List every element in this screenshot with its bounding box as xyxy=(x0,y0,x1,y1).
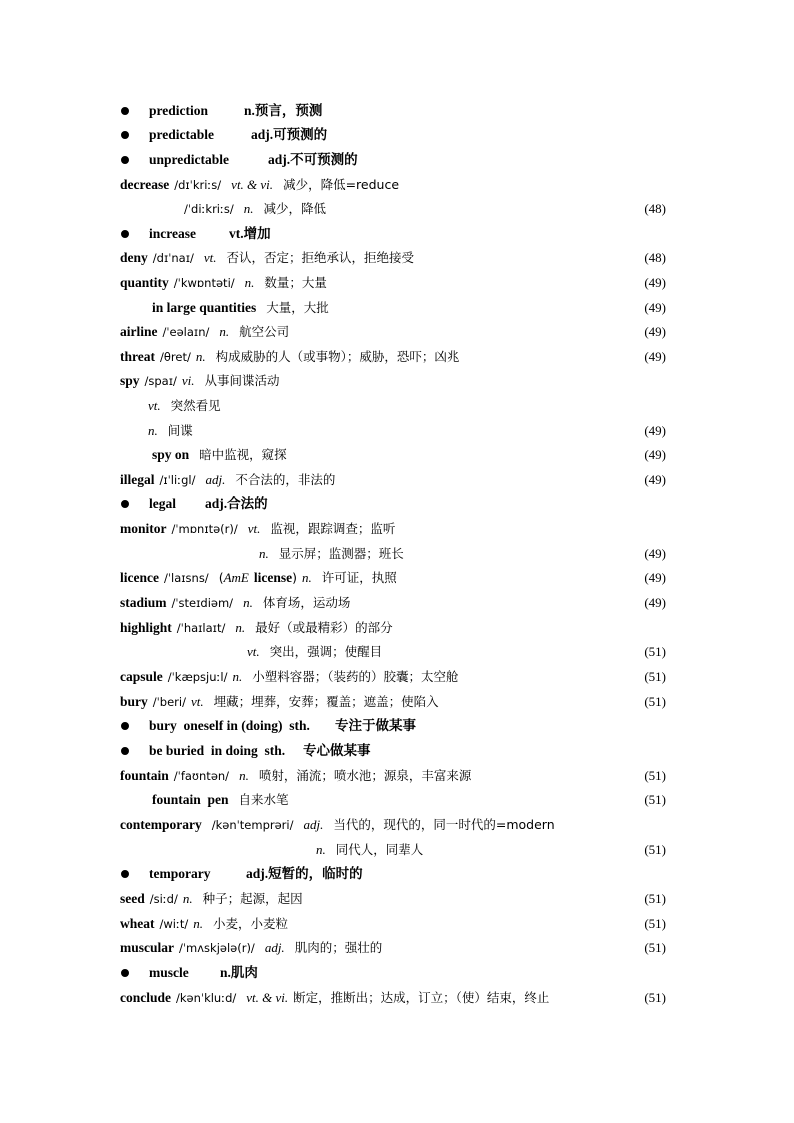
word: temporary xyxy=(149,866,211,881)
gloss: 不合法的，非法的 xyxy=(235,472,336,487)
vocab-line xyxy=(0,173,794,197)
page-ref: (49) xyxy=(644,275,666,290)
vocab-line xyxy=(0,222,794,246)
headword: wheat xyxy=(120,916,155,931)
gloss: 否认，否定；拒绝承认，拒绝接受 xyxy=(226,250,415,265)
meaning: 专注于做某事 xyxy=(335,718,416,733)
vocab-line xyxy=(0,616,794,640)
meaning: n.肌肉 xyxy=(220,965,258,980)
vocab-line xyxy=(0,887,794,911)
bullet-icon xyxy=(121,156,129,164)
gloss: 喷射，涌流；喷水池；源泉，丰富来源 xyxy=(258,768,472,783)
pos: n. xyxy=(239,768,249,783)
vocab-line xyxy=(0,936,794,960)
word: bury oneself in (doing) sth. xyxy=(149,718,310,733)
gloss: 构成威胁的人（或事物）；威胁，恐吓；凶兆 xyxy=(215,349,460,364)
vocab-line xyxy=(0,468,794,492)
page-ref: (51) xyxy=(644,842,666,857)
pos: n. xyxy=(243,201,254,216)
pos: vt. xyxy=(148,398,161,413)
page-ref: (49) xyxy=(644,447,666,462)
vocab-line xyxy=(0,961,794,985)
bullet-icon xyxy=(121,870,129,878)
pos: adj. xyxy=(205,472,226,487)
pos: n. xyxy=(235,620,246,635)
meaning: 专心做某事 xyxy=(303,743,371,758)
page-ref: (51) xyxy=(644,792,666,807)
word: legal xyxy=(149,496,176,511)
gloss: 从事间谍活动 xyxy=(204,373,280,388)
vocab-line xyxy=(0,296,794,320)
ipa: /ˈmʌskjələ(r)/ xyxy=(179,941,255,955)
ipa: /ˈdiːkriːs/ xyxy=(184,202,234,216)
page-ref: (48) xyxy=(644,250,666,265)
meaning: adj.不可预测的 xyxy=(268,152,358,167)
ipa: /ɪˈliːgl/ xyxy=(159,473,196,487)
pos: adj. xyxy=(264,940,285,955)
gloss: 暗中监视，窥探 xyxy=(199,447,287,462)
gloss: 监视，跟踪调查；监听 xyxy=(270,521,396,536)
bullet-icon xyxy=(121,722,129,730)
ipa: /θret/ xyxy=(160,350,191,364)
pos: n. xyxy=(148,423,158,438)
vocab-line xyxy=(0,197,794,221)
vocab-line xyxy=(0,246,794,270)
pos: vt. xyxy=(203,250,217,265)
headword: bury xyxy=(120,694,148,709)
vocab-line xyxy=(0,517,794,541)
page-ref: (49) xyxy=(644,472,666,487)
gloss: 断定，推断出；达成，订立；（使）结束，终止 xyxy=(293,990,550,1005)
vocab-line xyxy=(0,345,794,369)
pos: vt. & vi. xyxy=(231,177,274,192)
vocab-line xyxy=(0,690,794,714)
vocab-line xyxy=(0,99,794,123)
ipa: /ˈhaɪlaɪt/ xyxy=(176,621,226,635)
meaning: n.预言，预测 xyxy=(244,103,323,118)
page-ref: (49) xyxy=(644,595,666,610)
headword: illegal xyxy=(120,472,155,487)
vocab-line xyxy=(0,591,794,615)
pos: adj. xyxy=(303,817,324,832)
gloss: 最好（或最精彩）的部分 xyxy=(255,620,393,635)
ipa: /ˈeəlaɪn/ xyxy=(162,325,210,339)
page-ref: (51) xyxy=(644,644,666,659)
page-ref: (51) xyxy=(644,891,666,906)
pos: n. xyxy=(219,324,230,339)
pos: n. xyxy=(244,275,255,290)
bullet-icon xyxy=(121,500,129,508)
page-ref: (49) xyxy=(644,423,666,438)
bullet-icon xyxy=(121,131,129,139)
gloss: 减少，降低 xyxy=(263,201,326,216)
pos: n. xyxy=(302,570,312,585)
word: increase xyxy=(149,226,196,241)
gloss: 减少，降低=reduce xyxy=(283,177,400,192)
headword: seed xyxy=(120,891,145,906)
gloss: 种子；起源，起因 xyxy=(202,891,303,906)
headword: highlight xyxy=(120,620,172,635)
pos: vt. xyxy=(247,521,261,536)
headword: spy xyxy=(120,373,140,388)
vocab-line xyxy=(0,394,794,418)
word: be buried in doing sth. xyxy=(149,743,286,758)
headword: capsule xyxy=(120,669,163,684)
pos: vt. & vi. xyxy=(246,990,289,1005)
word: prediction xyxy=(149,103,209,118)
ipa: /ˈmɒnɪtə(r)/ xyxy=(171,522,238,536)
gloss: 埋藏；埋葬，安葬；覆盖；遮盖；使陷入 xyxy=(213,694,439,709)
headword: decrease xyxy=(120,177,170,192)
word: unpredictable xyxy=(149,152,230,167)
ipa: /ˈberi/ xyxy=(152,695,186,709)
pos: n. xyxy=(195,349,206,364)
headword: fountain xyxy=(120,768,169,783)
vocab-line xyxy=(0,813,794,837)
vocab-line xyxy=(0,123,794,147)
gloss: 间谍 xyxy=(167,423,193,438)
headword: quantity xyxy=(120,275,169,290)
word: predictable xyxy=(149,127,214,142)
vocab-line xyxy=(0,862,794,886)
vocab-line xyxy=(0,788,794,812)
ipa: /dɪˈnaɪ/ xyxy=(152,251,194,265)
gloss: 航空公司 xyxy=(239,324,290,339)
ipa: /ˈfaʊntən/ xyxy=(173,769,230,783)
gloss: 体育场，运动场 xyxy=(262,595,351,610)
page-ref: (51) xyxy=(644,940,666,955)
vocab-line xyxy=(0,838,794,862)
page-ref: (51) xyxy=(644,990,666,1005)
vocab-line xyxy=(0,739,794,763)
vocab-line xyxy=(0,148,794,172)
page-ref: (49) xyxy=(644,349,666,364)
ipa: /dɪˈkriːs/ xyxy=(174,178,222,192)
headword: contemporary xyxy=(120,817,202,832)
headword: airline xyxy=(120,324,158,339)
gloss: 自来水笔 xyxy=(238,792,289,807)
headword: stadium xyxy=(120,595,167,610)
gloss: 数量；大量 xyxy=(264,275,327,290)
ipa: /ˈsteɪdiəm/ xyxy=(171,596,234,610)
vocab-line xyxy=(0,369,794,393)
meaning: adj.可预测的 xyxy=(251,127,328,142)
ipa: /siːd/ xyxy=(149,892,178,906)
meaning: adj.合法的 xyxy=(205,496,268,511)
pos: n. xyxy=(232,669,243,684)
pos: n. xyxy=(243,595,253,610)
gloss: 当代的，现代的，同一时代的=modern xyxy=(333,817,555,832)
page-ref: (51) xyxy=(644,694,666,709)
phrase: fountain pen xyxy=(152,792,229,807)
bullet-icon xyxy=(121,107,129,115)
alt-word: license xyxy=(253,570,293,585)
paren-close: ) xyxy=(292,570,297,585)
pos: n. xyxy=(259,546,269,561)
vocab-line xyxy=(0,764,794,788)
phrase: spy on xyxy=(152,447,190,462)
ipa: /kənˈkluːd/ xyxy=(176,991,237,1005)
vocab-line xyxy=(0,271,794,295)
vocab-line xyxy=(0,665,794,689)
meaning: adj.短暂的，临时的 xyxy=(246,866,363,881)
page-ref: (51) xyxy=(644,768,666,783)
vocab-line xyxy=(0,443,794,467)
headword: monitor xyxy=(120,521,167,536)
gloss: 肌肉的；强壮的 xyxy=(294,940,383,955)
gloss: 大量，大批 xyxy=(266,300,329,315)
page-ref: (49) xyxy=(644,570,666,585)
bullet-icon xyxy=(121,747,129,755)
page-ref: (49) xyxy=(644,546,666,561)
pos: vt. xyxy=(190,694,204,709)
page-ref: (49) xyxy=(644,324,666,339)
phrase: in large quantities xyxy=(152,300,257,315)
pos: vi. xyxy=(181,373,195,388)
page-ref: (51) xyxy=(644,669,666,684)
gloss: 突出，强调；使醒目 xyxy=(269,644,383,659)
alt-label: AmE xyxy=(223,570,249,585)
ipa: /ˈkæpsjuːl/ xyxy=(167,670,228,684)
ipa: /ˈkwɒntəti/ xyxy=(173,276,235,290)
page-ref: (49) xyxy=(644,300,666,315)
pos: n. xyxy=(193,916,203,931)
page-ref: (51) xyxy=(644,916,666,931)
vocab-line xyxy=(0,566,794,590)
headword: muscular xyxy=(120,940,174,955)
headword: threat xyxy=(120,349,155,364)
word: muscle xyxy=(149,965,189,980)
vocab-line xyxy=(0,640,794,664)
ipa: /wiːt/ xyxy=(159,917,189,931)
gloss: 小麦，小麦粒 xyxy=(212,916,288,931)
gloss: 小塑料容器；（装药的）胶囊；太空舱 xyxy=(252,669,459,684)
vocab-line xyxy=(0,542,794,566)
pos: n. xyxy=(316,842,326,857)
ipa: /spaɪ/ xyxy=(144,374,177,388)
vocab-line xyxy=(0,492,794,516)
pos: vt. xyxy=(247,644,260,659)
headword: licence xyxy=(120,570,159,585)
ipa: /ˈlaɪsns/ xyxy=(163,571,209,585)
vocab-line xyxy=(0,320,794,344)
paren-open: ( xyxy=(218,570,224,585)
page-ref: (48) xyxy=(644,201,666,216)
gloss: 显示屏；监测器；班长 xyxy=(278,546,404,561)
vocab-line xyxy=(0,419,794,443)
ipa: /kənˈtemprəri/ xyxy=(211,818,294,832)
bullet-icon xyxy=(121,969,129,977)
headword: deny xyxy=(120,250,148,265)
bullet-icon xyxy=(121,230,129,238)
gloss: 许可证，执照 xyxy=(321,570,397,585)
vocab-line xyxy=(0,714,794,738)
headword: conclude xyxy=(120,990,172,1005)
pos: n. xyxy=(182,891,193,906)
gloss: 突然看见 xyxy=(170,398,221,413)
vocab-line xyxy=(0,912,794,936)
gloss: 同代人，同辈人 xyxy=(335,842,424,857)
vocab-line xyxy=(0,986,794,1010)
meaning: vt.增加 xyxy=(229,226,271,241)
